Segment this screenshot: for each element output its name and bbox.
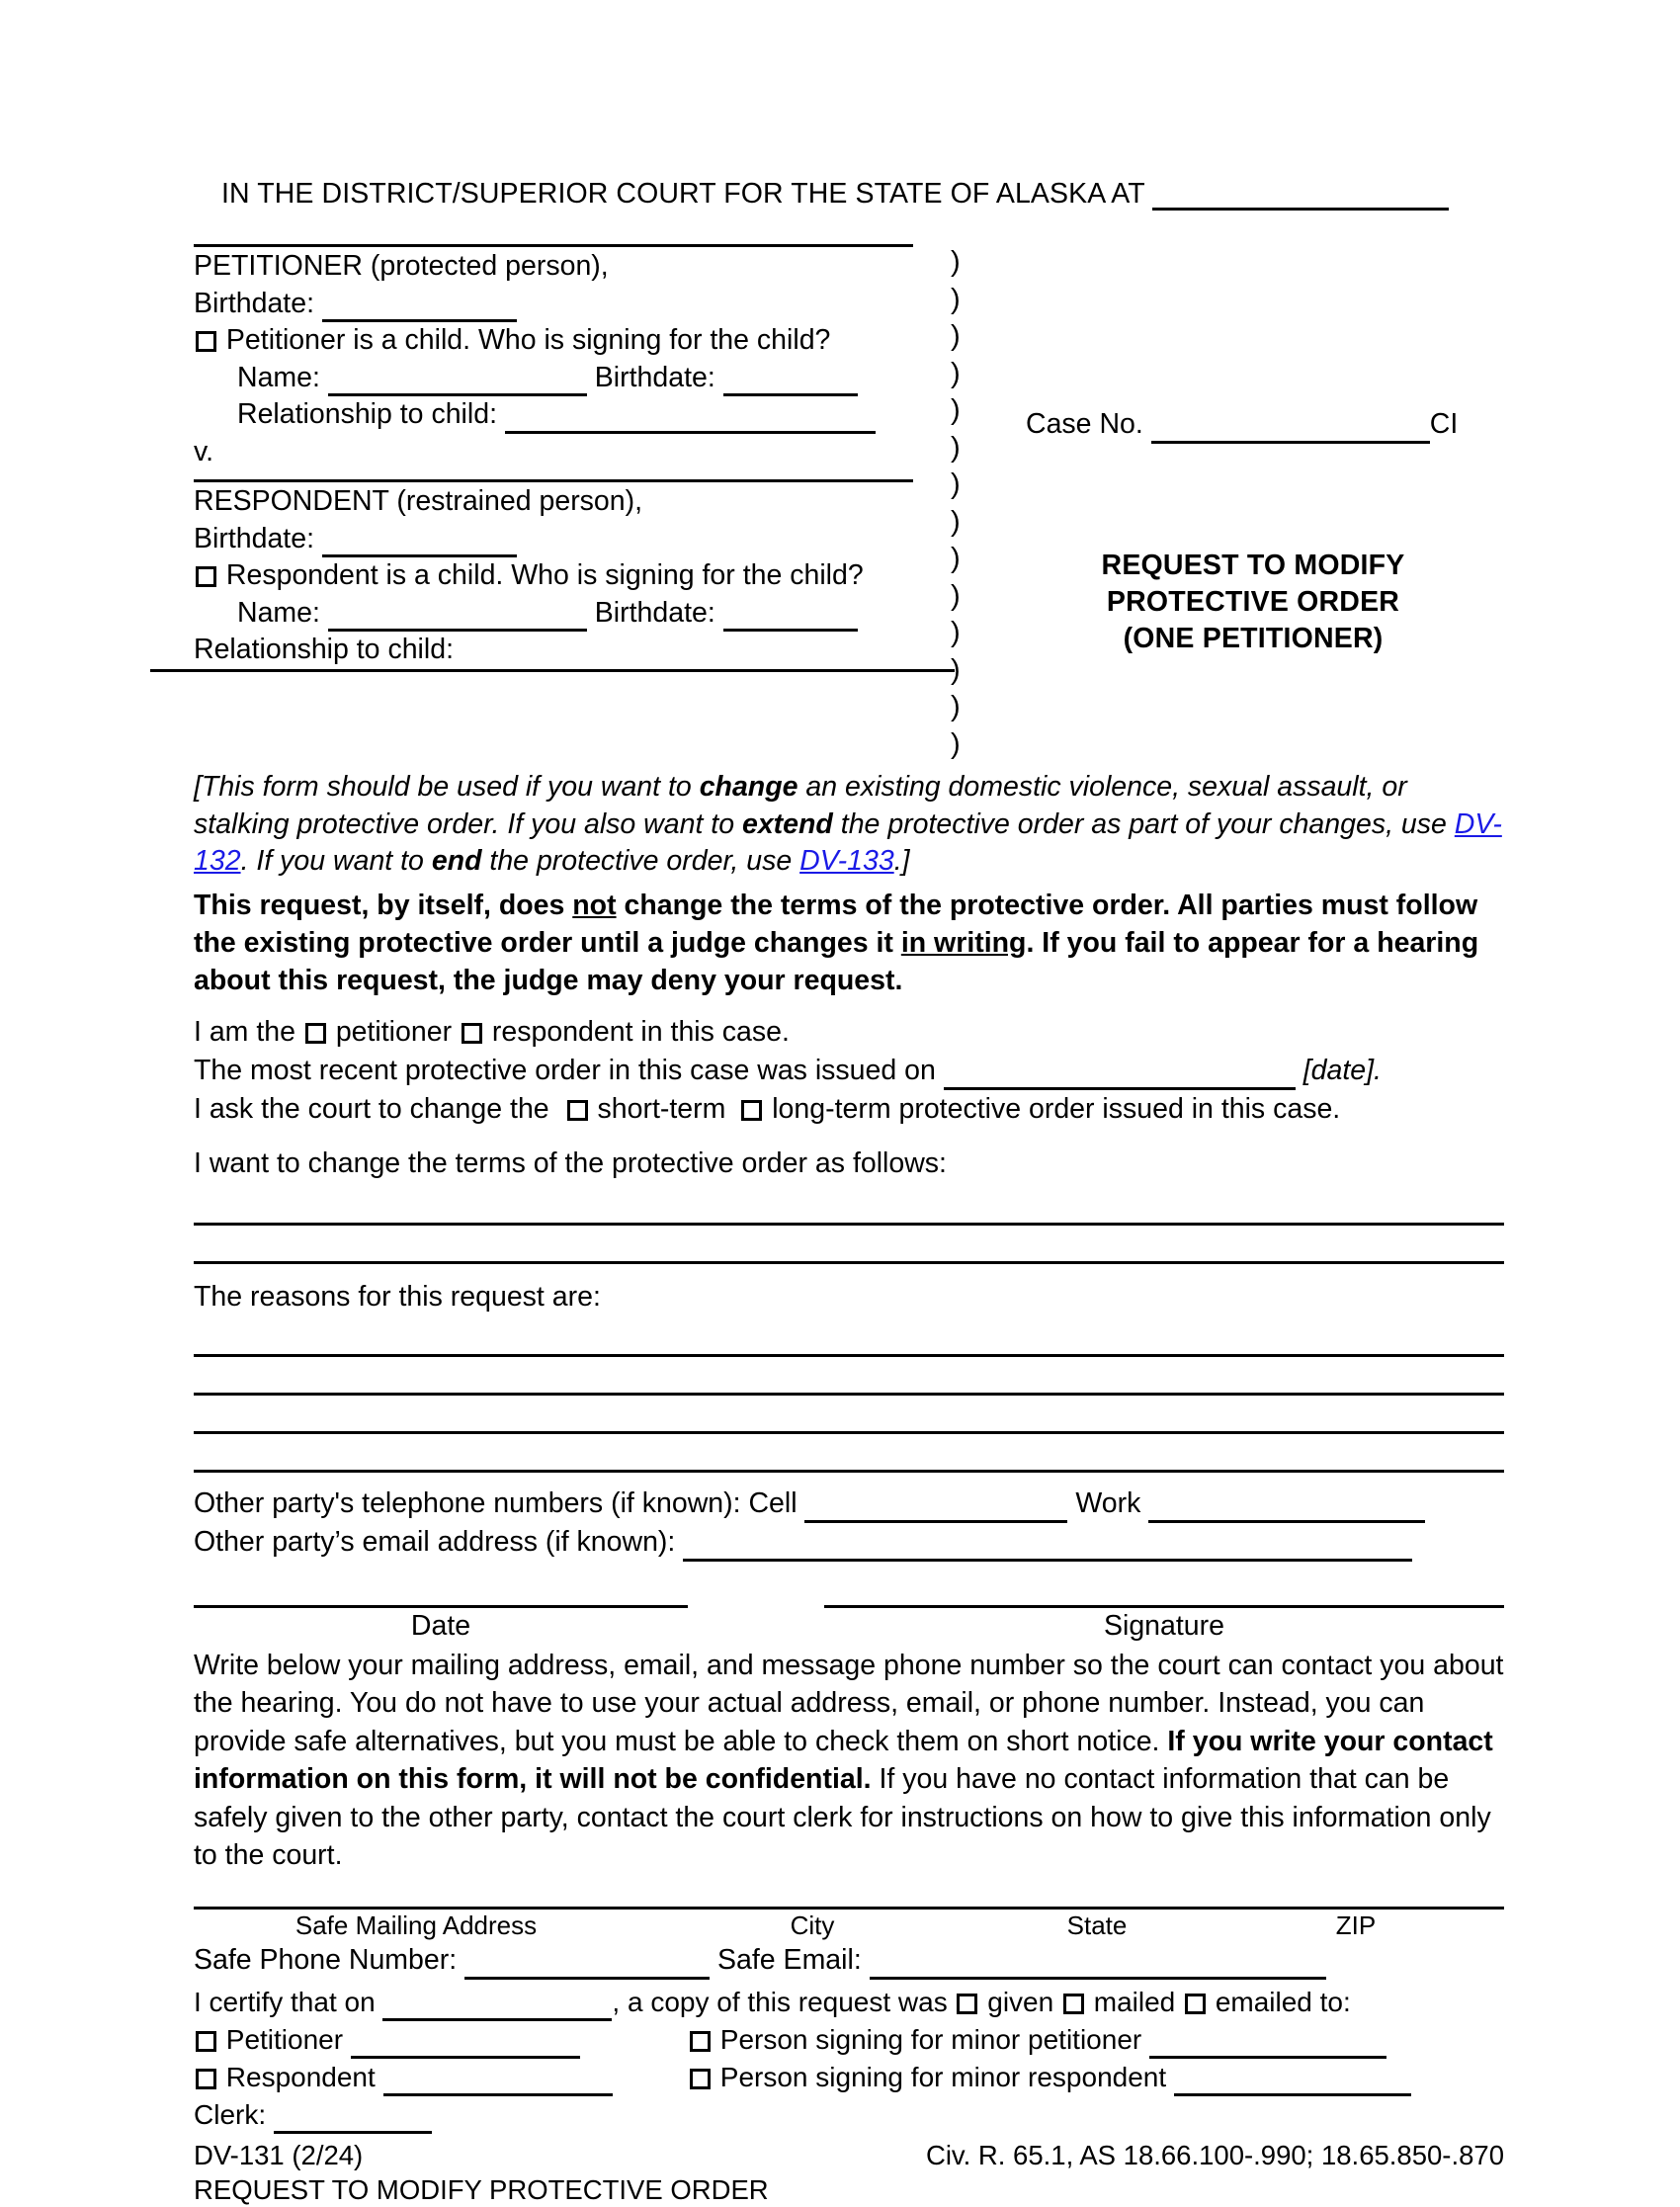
change-terms-write-line[interactable] xyxy=(194,1223,1504,1226)
certify-line xyxy=(194,1984,1504,2021)
role-petitioner-label: petitioner xyxy=(335,1015,453,1048)
footer-citation: Civ. R. 65.1, AS 18.66.100-.990; 18.65.850-.870 xyxy=(925,2139,1504,2170)
instruction-seg5: the protective order, use xyxy=(481,845,800,877)
caption-paren: ) xyxy=(951,617,961,648)
petitioner-is-child-row xyxy=(194,322,945,360)
served-respondent-cell xyxy=(194,2059,688,2096)
signature-cell xyxy=(824,1605,1504,1643)
caption-paren: ) xyxy=(951,727,961,760)
party-role-line xyxy=(194,1013,1504,1052)
versus-label: v. xyxy=(194,435,214,467)
other-party-work-blank[interactable] xyxy=(1148,1490,1425,1522)
instruction-bold-extend: extend xyxy=(741,807,833,840)
instruction-paragraph xyxy=(194,769,1504,881)
case-number-row xyxy=(1026,406,1504,444)
respondent-signer-birthdate-label: Birthdate: xyxy=(594,596,715,629)
court-heading xyxy=(221,178,1504,211)
case-caption xyxy=(194,244,1504,763)
served-minor-petitioner-checkbox[interactable] xyxy=(690,2031,711,2052)
reasons-prompt: The reasons for this request are: xyxy=(194,1280,601,1313)
safe-address-blank[interactable] xyxy=(194,1907,1504,1910)
form-title-line1: REQUEST TO MODIFY xyxy=(1101,549,1405,581)
change-terms-prompt: I want to change the terms of the protective order as follows: xyxy=(194,1146,947,1179)
date-signature-row xyxy=(194,1605,1504,1643)
spacer xyxy=(194,999,1504,1013)
mailed-label: mailed xyxy=(1093,1986,1176,2017)
petitioner-signer-row xyxy=(194,360,945,397)
respondent-relationship-row xyxy=(150,632,955,672)
zip-header: ZIP xyxy=(1335,1910,1377,1940)
caption-paren: ) xyxy=(951,543,961,574)
contact-info-paragraph xyxy=(194,1647,1504,1875)
reasons-write-line[interactable] xyxy=(194,1431,1504,1434)
warning-underline-in-writing: in writing xyxy=(900,926,1027,959)
served-petitioner-row xyxy=(194,2021,1504,2059)
case-number-blank[interactable] xyxy=(1151,411,1430,443)
mailed-checkbox[interactable] xyxy=(1063,1994,1084,2014)
caption-paren: ) xyxy=(951,431,961,464)
role-respondent-label: respondent in this case. xyxy=(491,1015,790,1048)
respondent-relationship-label: Relationship to child: xyxy=(194,634,454,665)
served-respondent-checkbox[interactable] xyxy=(196,2069,216,2089)
reasons-write-line[interactable] xyxy=(194,1470,1504,1473)
signature-label: Signature xyxy=(1103,1609,1224,1642)
served-minor-petitioner-label: Person signing for minor petitioner xyxy=(719,2023,1142,2055)
recent-order-date-hint: [date]. xyxy=(1302,1054,1382,1086)
served-minor-respondent-label: Person signing for minor respondent xyxy=(719,2061,1167,2092)
footer-form-name: REQUEST TO MODIFY PROTECTIVE ORDER xyxy=(194,2173,769,2205)
caption-paren: ) xyxy=(951,246,961,278)
served-petitioner-checkbox[interactable] xyxy=(196,2031,216,2052)
petitioner-signer-birthdate-label: Birthdate: xyxy=(594,361,715,393)
short-term-label: short-term xyxy=(597,1092,726,1125)
warning-underline-not: not xyxy=(572,889,617,921)
other-party-phone-line xyxy=(194,1485,1504,1523)
caption-paren: ) xyxy=(951,468,961,500)
form-title-line2: PROTECTIVE ORDER xyxy=(1106,585,1400,618)
respondent-signer-row xyxy=(194,595,945,633)
served-petitioner-cell xyxy=(194,2021,688,2059)
caption-paren-column xyxy=(945,244,990,763)
petitioner-is-child-checkbox[interactable] xyxy=(196,331,216,352)
respondent-birthdate-blank[interactable] xyxy=(322,526,517,557)
caption-paren: ) xyxy=(951,653,961,686)
clerk-label: Clerk: xyxy=(194,2098,267,2130)
form-title-line3: (ONE PETITIONER) xyxy=(1123,622,1384,654)
dv-132-link[interactable]: DV-132 xyxy=(194,807,1502,877)
case-number-suffix: CI xyxy=(1429,408,1459,440)
instruction-seg2: an existing domestic violence, sexual assault, or stalking protective order. If you also want to xyxy=(194,771,1407,840)
instruction-bold-change: change xyxy=(699,771,798,803)
instruction-seg3: the protective order as part of your changes, use xyxy=(832,807,1455,840)
contact-seg2: If you have no contact information that can be safely given to the other party, contact the court clerk for instructions on how to give this information only to the court. xyxy=(194,1763,1491,1871)
state-header: State xyxy=(1066,1910,1128,1940)
certify-date-blank[interactable] xyxy=(382,1990,612,2021)
reasons-write-line[interactable] xyxy=(194,1354,1504,1357)
case-number-label: Case No. xyxy=(1026,408,1143,440)
city-header: City xyxy=(790,1910,835,1940)
petitioner-birthdate-blank[interactable] xyxy=(322,291,517,322)
other-party-work-label: Work xyxy=(1075,1486,1141,1519)
respondent-signer-birthdate-blank[interactable] xyxy=(723,600,858,632)
served-minor-respondent-checkbox[interactable] xyxy=(690,2069,711,2089)
petitioner-birthdate-row xyxy=(194,286,945,323)
petitioner-is-child-label: Petitioner is a child. Who is signing for the child? xyxy=(225,324,831,356)
caption-parties xyxy=(194,244,945,763)
warning-seg3: . If you fail to appear for a hearing about this request, the judge may deny your request. xyxy=(194,926,1479,996)
caption-paren: ) xyxy=(951,505,961,538)
change-terms-write-line[interactable] xyxy=(194,1261,1504,1264)
other-party-cell-blank[interactable] xyxy=(804,1490,1067,1522)
other-party-phone-label: Other party's telephone numbers (if known): Cell xyxy=(194,1486,798,1519)
recent-order-line xyxy=(194,1052,1504,1090)
instruction-seg6: .] xyxy=(893,845,910,877)
petitioner-relationship-row xyxy=(194,396,945,434)
safe-phone-blank[interactable] xyxy=(464,1947,710,1979)
served-respondent-label: Respondent xyxy=(225,2061,376,2092)
safe-email-blank[interactable] xyxy=(870,1947,1326,1979)
respondent-signer-name-label: Name: xyxy=(237,596,320,629)
emailed-label: emailed to: xyxy=(1215,1986,1351,2017)
petitioner-birthdate-label: Birthdate: xyxy=(194,287,314,319)
short-term-checkbox[interactable] xyxy=(567,1100,588,1121)
caption-paren: ) xyxy=(951,320,961,352)
respondent-signer-name-blank[interactable] xyxy=(328,600,587,632)
safe-email-label: Safe Email: xyxy=(717,1943,862,1976)
date-cell xyxy=(194,1605,688,1643)
respondent-label: RESPONDENT (restrained person), xyxy=(194,485,643,517)
role-respondent-checkbox[interactable] xyxy=(462,1023,482,1044)
caption-paren: ) xyxy=(951,394,961,426)
court-heading-text: IN THE DISTRICT/SUPERIOR COURT FOR THE STATE OF ALASKA AT xyxy=(221,178,1145,210)
safe-contact-line xyxy=(194,1941,1504,1980)
caption-paren: ) xyxy=(951,283,961,315)
respondent-birthdate-row xyxy=(194,521,945,558)
petitioner-relationship-label: Relationship to child: xyxy=(237,398,497,430)
safe-mailing-address-header: Safe Mailing Address xyxy=(294,1910,538,1940)
respondent-birthdate-label: Birthdate: xyxy=(194,522,314,554)
instruction-bold-end: end xyxy=(431,845,482,877)
recent-order-date-blank[interactable] xyxy=(944,1058,1296,1089)
order-type-prefix: I ask the court to change the xyxy=(194,1092,549,1125)
served-minor-respondent-cell xyxy=(688,2059,1504,2096)
recent-order-prefix: The most recent protective order in this case was issued on xyxy=(194,1054,936,1086)
contact-bold-confidential: If you write your contact information on this form, it will not be confidential. xyxy=(194,1725,1493,1795)
dv-133-link[interactable]: DV-133 xyxy=(799,845,894,877)
clerk-row xyxy=(194,2096,1504,2134)
petitioner-signer-name-blank[interactable] xyxy=(328,365,587,396)
given-checkbox[interactable] xyxy=(957,1994,977,2014)
served-respondent-blank[interactable] xyxy=(383,2065,613,2096)
respondent-relationship-blank[interactable] xyxy=(462,639,832,668)
served-petitioner-label: Petitioner xyxy=(225,2023,344,2055)
long-term-checkbox[interactable] xyxy=(741,1100,762,1121)
served-minor-petitioner-cell xyxy=(688,2021,1504,2059)
footer-form-number: DV-131 (2/24) xyxy=(194,2139,364,2170)
date-label: Date xyxy=(410,1609,471,1642)
safe-address-headers xyxy=(194,1910,1504,1941)
signature-blank[interactable] xyxy=(824,1605,1504,1608)
contact-seg1: Write below your mailing address, email, and message phone number so the court can contact you about the hearing. You do not have to use your actual address, email, or phone number. Instead, you can provide safe alternatives, but you must be able to check them on short notice. xyxy=(194,1649,1504,1757)
petitioner-signer-name-label: Name: xyxy=(237,361,320,393)
warning-seg1: This request, by itself, does xyxy=(194,889,573,921)
warning-paragraph xyxy=(194,887,1504,999)
petitioner-signer-birthdate-blank[interactable] xyxy=(723,365,858,396)
caption-right-column xyxy=(990,244,1504,763)
instruction-seg4: . If you want to xyxy=(240,845,432,877)
other-party-email-label: Other party’s email address (if known): xyxy=(194,1525,676,1558)
long-term-label: long-term protective order issued in this case. xyxy=(772,1092,1341,1125)
party-role-prefix: I am the xyxy=(194,1015,295,1048)
other-party-email-line xyxy=(194,1523,1504,1562)
respondent-name-blank[interactable] xyxy=(194,479,913,482)
given-label: given xyxy=(987,1986,1054,2017)
order-type-line xyxy=(194,1090,1504,1129)
petitioner-label: PETITIONER (protected person), xyxy=(194,250,609,282)
court-location-blank[interactable] xyxy=(1152,179,1449,211)
role-petitioner-checkbox[interactable] xyxy=(305,1023,326,1044)
certify-lead: I certify that on xyxy=(194,1986,376,2017)
other-party-email-blank[interactable] xyxy=(683,1529,1412,1561)
emailed-checkbox[interactable] xyxy=(1185,1994,1206,2014)
served-petitioner-blank[interactable] xyxy=(351,2027,580,2059)
instruction-seg1: [This form should be used if you want to xyxy=(194,771,700,803)
respondent-is-child-label: Respondent is a child. Who is signing for the child? xyxy=(225,559,864,591)
caption-paren: ) xyxy=(951,691,961,722)
respondent-is-child-checkbox[interactable] xyxy=(196,566,216,587)
date-blank[interactable] xyxy=(194,1605,688,1608)
petitioner-name-blank[interactable] xyxy=(194,244,913,247)
certify-mid: , a copy of this request was xyxy=(612,1986,948,2017)
petitioner-relationship-blank[interactable] xyxy=(505,401,876,433)
footer-row xyxy=(194,2138,1504,2172)
respondent-is-child-row xyxy=(194,557,945,595)
served-minor-petitioner-blank[interactable] xyxy=(1149,2027,1386,2059)
sig-spacer xyxy=(688,1605,824,1643)
form-title xyxy=(1026,548,1504,657)
warning-seg2: change the terms of the protective order. All parties must follow the existing protective order until a judge changes it xyxy=(194,889,1478,959)
caption-paren: ) xyxy=(951,579,961,612)
served-minor-respondent-blank[interactable] xyxy=(1174,2065,1411,2096)
caption-paren: ) xyxy=(951,357,961,389)
clerk-blank[interactable] xyxy=(274,2102,432,2134)
served-respondent-row xyxy=(194,2059,1504,2096)
safe-phone-label: Safe Phone Number: xyxy=(194,1943,458,1976)
reasons-write-line[interactable] xyxy=(194,1393,1504,1396)
